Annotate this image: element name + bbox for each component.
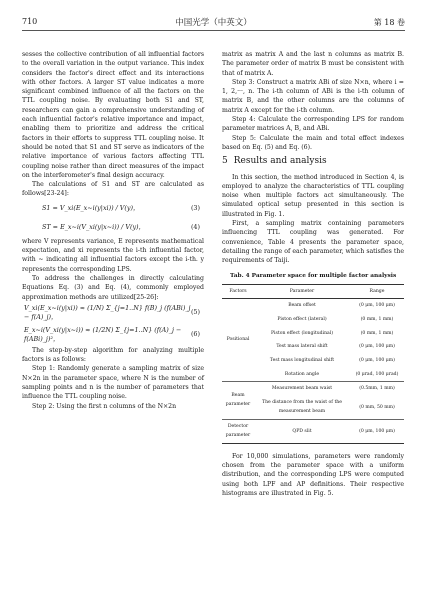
paragraph: Step 3: Construct a matrix ABi of size N×n, where i = 1, 2,···, n. The i-th column of ABi is the i-th column of matrix B, and the other columns are the columns of matrix A except for the i-th column. (222, 78, 404, 114)
paragraph: Step 1: Randomly generate a sampling matrix of size N×2n in the parameter space, where N is the number of sampling points and n is the number of parameters that influence the TTL coupling noise. (22, 365, 204, 401)
paragraph: To address the challenges in directly calculating Equations Eq. (3) and Eq. (4), commonly employed approximation methods are utilized[25-26]: (22, 274, 204, 301)
paragraph: Step 2: Using the first n columns of the N×2n (32, 402, 177, 410)
paragraph: Step 4: Calculate the corresponding LPS for random parameter matrices A, B, and ABi. (222, 116, 404, 133)
equation-number: (4) (190, 222, 200, 231)
table-row: Piston effect (lateral) (0 mm, 1 mm) (277, 316, 394, 322)
table-row: Positional Beam offset (0 μm, 100 μm) (222, 299, 404, 313)
journal-name: 中国光学（中英文） (175, 18, 252, 28)
table-row: The distance from the waist of the measurement beam (0 mm, 50 mm) (262, 400, 395, 415)
volume-label: 第 18 卷 (373, 18, 405, 27)
right-column (222, 50, 404, 498)
paragraph: In this section, the method introduced in Section 4, is employed to analyze the characteristics of TTL coupling noise when multiple factors act simultaneously. The simulated optical setup presented in this section is illustrated in Fig. 1. (222, 173, 404, 218)
table-header: Factors (222, 284, 254, 298)
paragraph: matrix as matrix A and the last n columns as matrix B. The parameter order of matrix B must be consistent with that of matrix A. (222, 51, 404, 77)
page-number: 710 (22, 17, 38, 26)
paragraph: First, a sampling matrix containing parameters influencing TTL coupling was generated. For convenience, Table 4 presents the parameter space, detailing the range of each parameter, which satisfies the requirements of Taiji. (222, 220, 404, 265)
equation-number: (6) (190, 330, 200, 339)
table-row: Beam parameter Measurement beam waist (0.5mm, 1 mm) (222, 382, 404, 396)
table-caption: Tab. 4 Parameter space for multiple factor analysis (230, 272, 397, 279)
equation-number: (5) (190, 308, 200, 317)
paragraph: For 10,000 simulations, parameters were randomly chosen from the parameter space with a uniform distribution, and the corresponding LPS were computed using both LPF and AP definitions. Their respective histograms are illustrated in Fig. 5. (222, 452, 404, 497)
equation-6: E_x~i(V_xi(y|x~i)) ≈ (1/2N) Σ_{j=1..N} (f(A)_j − f(ABi)_j)²， (6) (24, 325, 200, 343)
table-group-label: Beam parameter (222, 382, 254, 420)
paragraph: Step 5: Calculate the main and total effect indexes based on Eq. (5) and Eq. (6). (222, 134, 404, 151)
table-group-label: Detector parameter (222, 419, 254, 443)
equation-3: S1 = V_xi(E_x~i(y|xi)) / V(y)， (3) (42, 203, 200, 212)
parameter-table (222, 284, 404, 444)
running-header (22, 16, 405, 31)
paragraph: The step-by-step algorithm for analyzing multiple factors is as follows: (22, 346, 204, 364)
table-row: Piston effect (longitudinal) (0 mm, 1 mm) (270, 330, 394, 336)
table-row: Test mass lateral shift (0 μm, 100 μm) (276, 344, 395, 350)
table-row: Rotation angle (0 μrad, 100 μrad) (284, 371, 399, 377)
equation-4: ST = E_x~i(V_xi(y|x~i)) / V(y)， (4) (42, 222, 200, 231)
equation-number: (3) (190, 203, 200, 212)
table-row: Test mass longitudinal shift (0 μm, 100 μm) (269, 358, 395, 363)
table-row: Detector parameter QPD slit (0 μm, 100 μm) (222, 419, 404, 443)
table-group-label: Positional (226, 337, 250, 343)
left-column (22, 50, 204, 411)
section-heading: 5 Results and analysis (222, 156, 327, 167)
table-header: Parameter (254, 284, 350, 298)
table-header: Range (350, 284, 404, 298)
equation-5: V_xi(E_x~i(y|xi)) ≈ (1/N) Σ_{j=1..N} f(B)_j (f(ABi)_j − f(A)_j)， (5) (24, 303, 200, 321)
paragraph: The calculations of S1 and ST are calculated as follows[23-24]: (22, 181, 204, 198)
paragraph: where V represents variance, E represents mathematical expectation, and xi represents the i-th influential factor, with ~ indicating all influential factors except the i-th. y represents the corresponding LPS. (22, 237, 204, 273)
paragraph: sesses the collective contribution of all influential factors to the overall variation in the output variance. This index considers the factor's direct effect and its interactions with other factors. A larger ST value indicates a more significant combined influence of all the factors on the TTL coupling noise. By evaluating both S1 and ST, researchers can gain a comprehensive understanding of each influential factor's relative importance and impact, enabling them to prioritize and address the critical factors in their efforts to suppress TTL coupling noise. It should be noted that S1 and ST serve as indicators of the relative importance of various factors affecting TTL coupling noise rather than direct measures of the impact on the interferometer's final design accuracy. (22, 51, 204, 179)
